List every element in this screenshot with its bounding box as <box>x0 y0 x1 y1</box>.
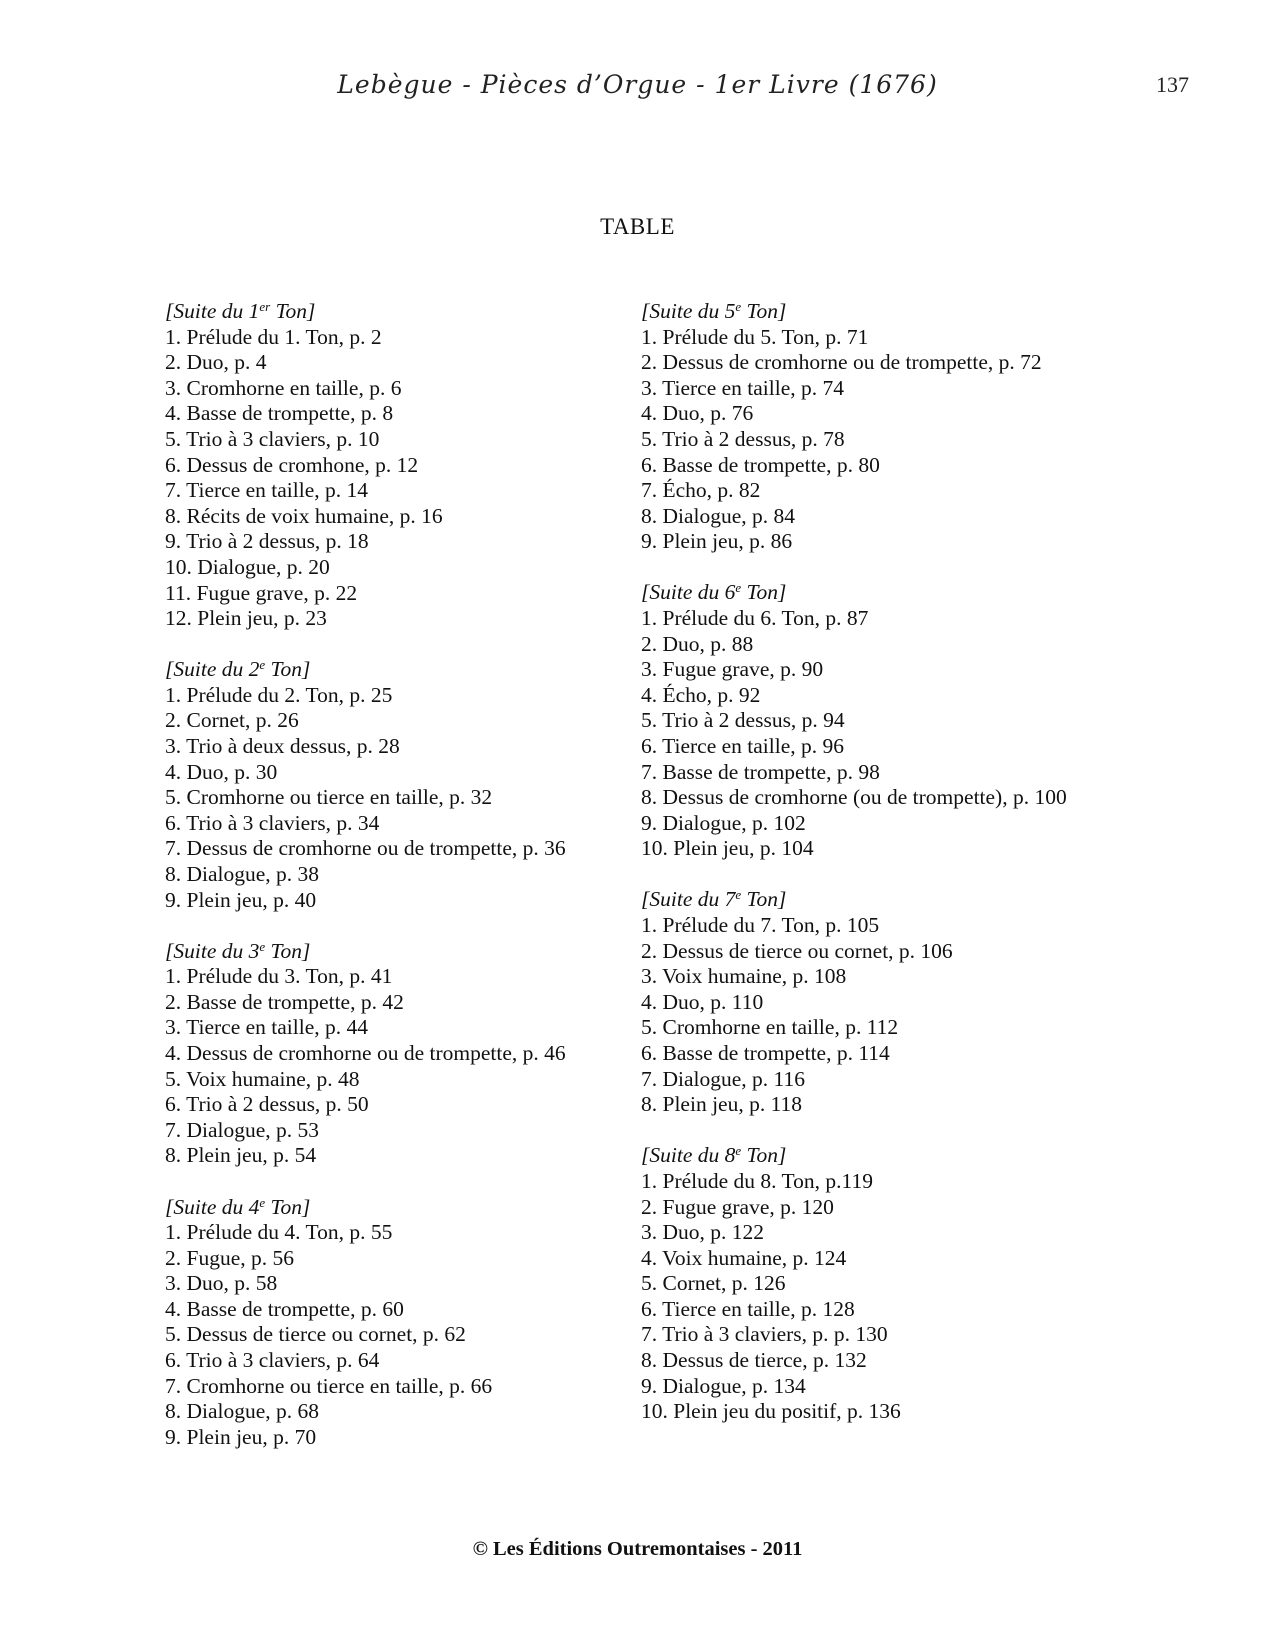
suite-item-list <box>165 1220 635 1450</box>
suite-title-text: [Suite du 1 <box>165 299 260 323</box>
toc-entry: 2. Dessus de tierce ou cornet, p. 106 <box>641 938 953 963</box>
suite-item-list <box>641 325 1111 555</box>
suite-title-text: [Suite du 3 <box>165 938 260 963</box>
toc-entry: 10. Plein jeu du positif, p. 136 <box>641 1399 901 1424</box>
toc-entry: 7. Écho, p. 82 <box>641 478 761 503</box>
toc-entry: 6. Tierce en taille, p. 96 <box>641 734 845 758</box>
toc-entry: 11. Fugue grave, p. 22 <box>165 580 358 605</box>
toc-entry: 4. Basse de trompette, p. 8 <box>165 401 394 426</box>
toc-entry: 9. Plein jeu, p. 40 <box>165 887 317 912</box>
toc-entry: 5. Cornet, p. 126 <box>641 1271 786 1296</box>
suite-title <box>165 657 635 683</box>
toc-column-right <box>641 299 1111 1450</box>
toc-entry: 4. Dessus de cromhorne ou de trompette, p. 46 <box>165 1041 566 1066</box>
toc-entry: 2. Duo, p. 88 <box>641 631 754 656</box>
toc-entry: 3. Cromhorne en taille, p. 6 <box>165 375 402 400</box>
toc-entry: 4. Basse de trompette, p. 60 <box>165 1296 404 1321</box>
toc-entry: 3. Voix humaine, p. 108 <box>641 964 847 989</box>
toc-entry: 1. Prélude du 1. Ton, p. 2 <box>165 324 382 349</box>
suite-item-list <box>165 683 635 913</box>
toc-entry: 10. Plein jeu, p. 104 <box>641 836 814 861</box>
toc-entry: 7. Dialogue, p. 116 <box>641 1066 806 1091</box>
suite-section <box>641 580 1111 862</box>
suite-section <box>165 939 635 1169</box>
toc-entry: 6. Basse de trompette, p. 80 <box>641 452 880 477</box>
suite-title <box>165 299 635 325</box>
toc-entry: 8. Plein jeu, p. 118 <box>641 1092 803 1117</box>
toc-entry: 6. Trio à 2 dessus, p. 50 <box>165 1092 369 1117</box>
suite-title <box>165 939 635 965</box>
toc-entry: 7. Trio à 3 claviers, p. p. 130 <box>641 1322 888 1347</box>
suite-item-list <box>165 964 635 1169</box>
toc-entry: 7. Basse de trompette, p. 98 <box>641 759 880 784</box>
toc-entry: 1. Prélude du 5. Ton, p. 71 <box>641 324 869 349</box>
toc-entry: 3. Tierce en taille, p. 44 <box>165 1015 369 1040</box>
suite-title-suffix: Ton] <box>741 299 787 323</box>
suite-item-list <box>165 325 635 632</box>
suite-title-ordinal: e <box>259 938 266 954</box>
suite-title-text: [Suite du 2 <box>165 657 260 682</box>
toc-entry: 10. Dialogue, p. 20 <box>165 554 330 579</box>
suite-section <box>641 1143 1111 1425</box>
suite-title-suffix: Ton] <box>741 1143 787 1168</box>
suite-title-suffix: Ton] <box>265 1194 311 1219</box>
toc-entry: 1. Prélude du 4. Ton, p. 55 <box>165 1220 393 1245</box>
toc-entry: 4. Duo, p. 76 <box>641 401 754 426</box>
toc-entry: 3. Tierce en taille, p. 74 <box>641 375 845 400</box>
suite-title-suffix: Ton] <box>741 887 787 912</box>
toc-entry: 5. Dessus de tierce ou cornet, p. 62 <box>165 1322 466 1347</box>
toc-entry: 2. Dessus de cromhorne ou de trompette, p. 72 <box>641 350 1042 375</box>
toc-entry: 8. Dialogue, p. 68 <box>165 1399 320 1424</box>
suite-section <box>165 657 635 913</box>
toc-entry: 6. Dessus de cromhone, p. 12 <box>165 452 419 477</box>
page-number: 137 <box>1156 72 1189 97</box>
toc-entry: 2. Duo, p. 4 <box>165 350 267 375</box>
toc-entry: 6. Trio à 3 claviers, p. 34 <box>165 810 380 835</box>
suite-section <box>165 299 635 632</box>
toc-entry: 3. Trio à deux dessus, p. 28 <box>165 734 400 758</box>
toc-entry: 5. Cromhorne en taille, p. 112 <box>641 1015 899 1040</box>
toc-entry: 6. Basse de trompette, p. 114 <box>641 1041 890 1066</box>
toc-entry: 2. Fugue, p. 56 <box>165 1245 294 1270</box>
toc-entry: 8. Dialogue, p. 84 <box>641 503 796 528</box>
suite-title-ordinal: e <box>259 1194 266 1210</box>
toc-entry: 1. Prélude du 3. Ton, p. 41 <box>165 964 393 989</box>
copyright-footer: © Les Éditions Outremontaises - 2011 <box>472 1538 803 1560</box>
suite-title-ordinal: e <box>259 657 266 673</box>
toc-entry: 5. Trio à 3 claviers, p. 10 <box>165 426 380 451</box>
running-head-title: Lebègue - Pièces d’Orgue - 1er Livre (1676) <box>337 70 938 99</box>
toc-entry: 7. Tierce en taille, p. 14 <box>165 478 369 503</box>
suite-title <box>641 299 1111 325</box>
suite-title-suffix: Ton] <box>741 580 787 605</box>
toc-entry: 9. Plein jeu, p. 70 <box>165 1424 317 1449</box>
toc-entry: 8. Dessus de cromhorne (ou de trompette), p. 100 <box>641 785 1067 810</box>
toc-entry: 3. Duo, p. 122 <box>641 1220 765 1245</box>
toc-column-left <box>165 299 635 1476</box>
suite-title-ordinal: e <box>735 1143 742 1159</box>
suite-title <box>641 1143 1111 1169</box>
suite-title-text: [Suite du 8 <box>641 1143 736 1168</box>
toc-entry: 9. Plein jeu, p. 86 <box>641 529 793 554</box>
toc-entry: 2. Fugue grave, p. 120 <box>641 1194 834 1219</box>
suite-title <box>641 887 1111 913</box>
toc-entry: 7. Cromhorne ou tierce en taille, p. 66 <box>165 1373 493 1398</box>
suite-title-text: [Suite du 6 <box>641 580 736 605</box>
toc-entry: 6. Trio à 3 claviers, p. 64 <box>165 1348 380 1373</box>
suite-title-ordinal: e <box>735 887 742 903</box>
suite-title <box>165 1195 635 1221</box>
toc-entry: 5. Voix humaine, p. 48 <box>165 1066 360 1091</box>
toc-entry: 4. Écho, p. 92 <box>641 682 761 707</box>
toc-entry: 5. Trio à 2 dessus, p. 78 <box>641 426 845 451</box>
suite-title-text: [Suite du 4 <box>165 1194 260 1219</box>
toc-entry: 4. Duo, p. 110 <box>641 989 764 1014</box>
suite-item-list <box>641 606 1111 862</box>
toc-entry: 3. Fugue grave, p. 90 <box>641 657 824 682</box>
toc-entry: 9. Dialogue, p. 102 <box>641 810 806 835</box>
suite-title-ordinal: er <box>259 299 271 314</box>
toc-entry: 5. Trio à 2 dessus, p. 94 <box>641 708 845 733</box>
toc-entry: 1. Prélude du 6. Ton, p. 87 <box>641 606 869 631</box>
toc-entry: 2. Cornet, p. 26 <box>165 708 299 733</box>
suite-title-ordinal: e <box>735 299 742 314</box>
toc-entry: 4. Duo, p. 30 <box>165 759 278 784</box>
toc-entry: 7. Dessus de cromhorne ou de trompette, p. 36 <box>165 836 566 861</box>
suite-title-suffix: Ton] <box>265 938 311 963</box>
toc-entry: 8. Dialogue, p. 38 <box>165 861 320 886</box>
toc-entry: 8. Dessus de tierce, p. 132 <box>641 1348 867 1373</box>
suite-title-text: [Suite du 7 <box>641 887 736 912</box>
suite-title-suffix: Ton] <box>265 657 311 682</box>
suite-title <box>641 580 1111 606</box>
toc-entry: 9. Dialogue, p. 134 <box>641 1373 806 1398</box>
toc-entry: 1. Prélude du 7. Ton, p. 105 <box>641 913 880 938</box>
toc-entry: 3. Duo, p. 58 <box>165 1271 278 1296</box>
toc-entry: 8. Récits de voix humaine, p. 16 <box>165 503 443 528</box>
toc-entry: 12. Plein jeu, p. 23 <box>165 606 327 631</box>
toc-entry: 4. Voix humaine, p. 124 <box>641 1245 847 1270</box>
toc-entry: 5. Cromhorne ou tierce en taille, p. 32 <box>165 785 493 810</box>
toc-entry: 6. Tierce en taille, p. 128 <box>641 1296 855 1321</box>
suite-section <box>165 1195 635 1451</box>
suite-title-text: [Suite du 5 <box>641 299 736 323</box>
toc-entry: 2. Basse de trompette, p. 42 <box>165 989 404 1014</box>
suite-item-list <box>641 1169 1111 1425</box>
table-heading: TABLE <box>600 214 675 239</box>
toc-entry: 1. Prélude du 8. Ton, p.119 <box>641 1168 873 1193</box>
suite-title-suffix: Ton] <box>270 299 316 323</box>
toc-entry: 9. Trio à 2 dessus, p. 18 <box>165 529 369 554</box>
toc-entry: 7. Dialogue, p. 53 <box>165 1117 320 1142</box>
suite-section <box>641 299 1111 555</box>
toc-entry: 8. Plein jeu, p. 54 <box>165 1143 317 1168</box>
suite-item-list <box>641 913 1111 1118</box>
toc-entry: 1. Prélude du 2. Ton, p. 25 <box>165 682 393 707</box>
suite-section <box>641 887 1111 1117</box>
suite-title-ordinal: e <box>735 580 742 596</box>
